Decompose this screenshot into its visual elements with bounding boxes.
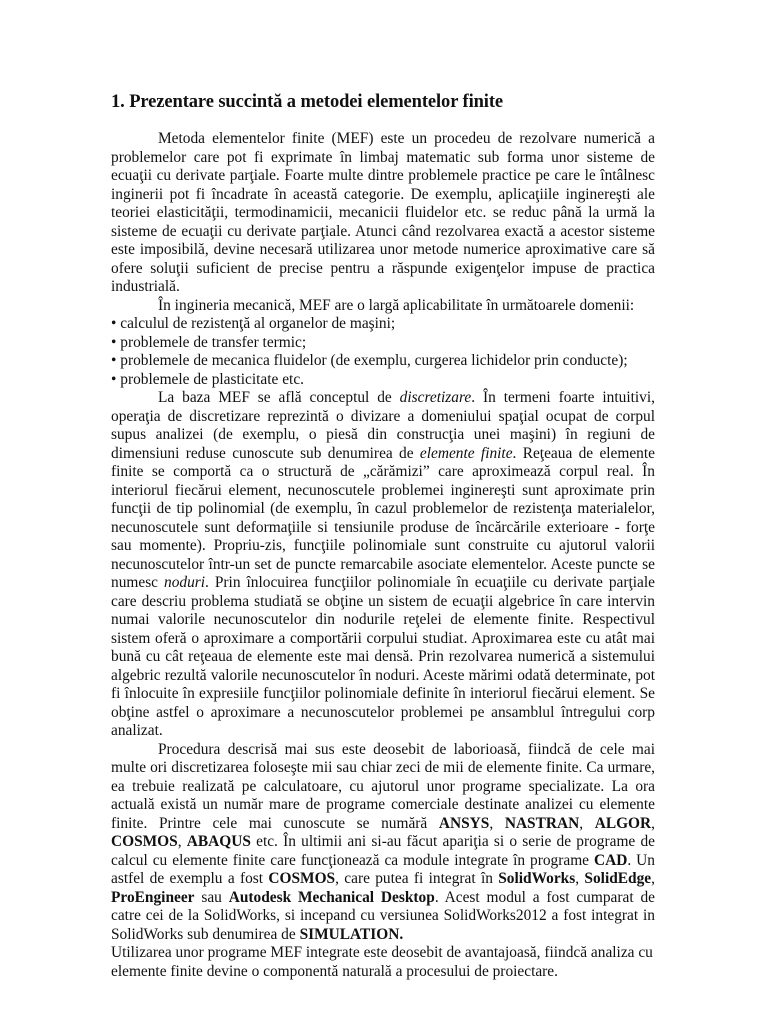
program-proengineer: ProEngineer	[111, 888, 195, 906]
program-simulation: SIMULATION.	[299, 925, 404, 943]
paragraph-discretization: La baza MEF se află conceptul de discretizare. În termeni foarte intuitivi, operaţia de discretizare reprezintă o divizare a domeniului spaţial ocupat de corpul supus analizei (de exemplu, o piesă din construcţia unei maşini) în regiuni de dimensiuni reduse cunoscute sub denumirea de elemente finite. Reţeaua de elemente finite se comportă ca o structură de „cărămizi” care aproximează corpul real. În interiorul fiecărui element, necunoscutele problemei inginereşti sunt aproximate prin funcţii de tip polinomial (de exemplu, în cazul problemelor de rezistenţa materialelor, necunoscutele sunt deformaţiile si tensiunile produse de încărcările exterioare - forţe sau momente). Propriu-zis, funcţiile polinomiale sunt construite cu ajutorul valorii necunoscutelor într-un set de puncte remarcabile asociate elementelor. Aceste puncte se numesc noduri. Prin înlocuirea funcţiilor polinomiale în ecuaţiile cu derivate parţiale care descriu problema studiată se obţine un sistem de ecuaţii algebrice în care intervin numai valorile necunoscutelor din nodurile reţelei de elemente finite. Respectivul sistem oferă o aproximare a comportării corpului studiat. Aproximarea este cu atât mai bună cu cât reţeaua de elemente este mai densă. Prin rezolvarea numerică a sistemului algebric rezultă valorile necunoscutelor în noduri. Aceste mărimi odată determinate, pot fi înlocuite în expresiile funcţiilor polinomiale definite în interiorul fiecărui element. Se obţine astfel o aproximare a necunoscutelor problemei pe ansamblul întregului corp analizat.	[111, 389, 655, 739]
paragraph-intro: Metoda elementelor finite (MEF) este un procedeu de rezolvare numerică a problemelor care pot fi exprimate în limbaj matematic sub forma unor sisteme de ecuaţii cu derivate parţiale. Foarte multe dintre problemele practice pe care le întâlnesc inginerii pot fi încadrate în această categorie. De exemplu, aplicaţiile inginereşti ale teoriei elasticităţii, termodinamicii, mecanicii fluidelor etc. se reduc până la urmă la sisteme de ecuaţii cu derivate parţiale. Atunci când rezolvarea exactă a acestor sisteme este imposibilă, devine necesară utilizarea unor metode numerice aproximative care să ofere soluţii suficient de precise pentru a răspunde exigenţelor impuse de practica industrială.	[111, 130, 655, 295]
program-autodesk: Autodesk Mechanical Desktop	[228, 888, 435, 906]
term-discretizare: discretizare	[399, 389, 472, 406]
term-noduri: noduri	[164, 574, 206, 591]
program-abaqus: ABAQUS	[186, 833, 251, 850]
domains-list	[111, 315, 655, 389]
program-solidworks: SolidWorks	[498, 870, 576, 887]
program-algor: ALGOR	[594, 814, 652, 832]
list-item: • problemele de plasticitate etc.	[111, 371, 655, 390]
program-ansys: ANSYS	[438, 814, 490, 832]
paragraph-domains: În ingineria mecanică, MEF are o largă aplicabilitate în următoarele domenii:	[158, 296, 635, 314]
body-text	[111, 130, 655, 981]
program-nastran: NASTRAN	[504, 814, 580, 832]
term-cad: CAD	[593, 851, 628, 869]
list-item: • problemele de mecanica fluidelor (de exemplu, curgerea lichidelor prin conducte);	[111, 352, 655, 371]
paragraph-software: Procedura descrisă mai sus este deosebit de laborioasă, fiindcă de cele mai multe ori discretizarea foloseşte mii sau chiar zeci de mii de elemente finite. Ca urmare, ea trebuie realizată pe calculatoare, cu ajutorul unor programe specializate. La ora actuală există un număr mare de programe comerciale destinate analizei cu elemente finite. Printre cele mai cunoscute se numără ANSYS, NASTRAN, ALGOR, COSMOS, ABAQUS etc. În ultimii ani si-au făcut apariţia si o serie de programe de calcul cu elemente finite care funcţionează ca module integrate în programe CAD. Un astfel de exemplu a fost COSMOS, care putea fi integrat în SolidWorks, SolidEdge, ProEngineer sau Autodesk Mechanical Desktop. Acest modul a fost cumparat de catre cei de la SolidWorks, si incepand cu versiunea SolidWorks2012 a fost integrat in SolidWorks sub denumirea de SIMULATION.	[111, 740, 655, 943]
list-item: • problemele de transfer termic;	[111, 334, 655, 353]
program-cosmos: COSMOS	[268, 870, 336, 887]
list-item: • calculul de rezistenţă al organelor de maşini;	[111, 315, 655, 334]
term-elemente-finite: elemente finite	[419, 444, 513, 462]
program-cosmos: COSMOS	[111, 833, 178, 850]
paragraph-conclusion: Utilizarea unor programe MEF integrate este deosebit de avantajoasă, fiindcă analiza cu elemente finite devine o componentă naturală a procesului de proiectare.	[111, 944, 653, 980]
page-title: 1. Prezentare succintă a metodei elementelor finite	[111, 92, 504, 112]
program-solidedge: SolidEdge	[584, 870, 652, 887]
